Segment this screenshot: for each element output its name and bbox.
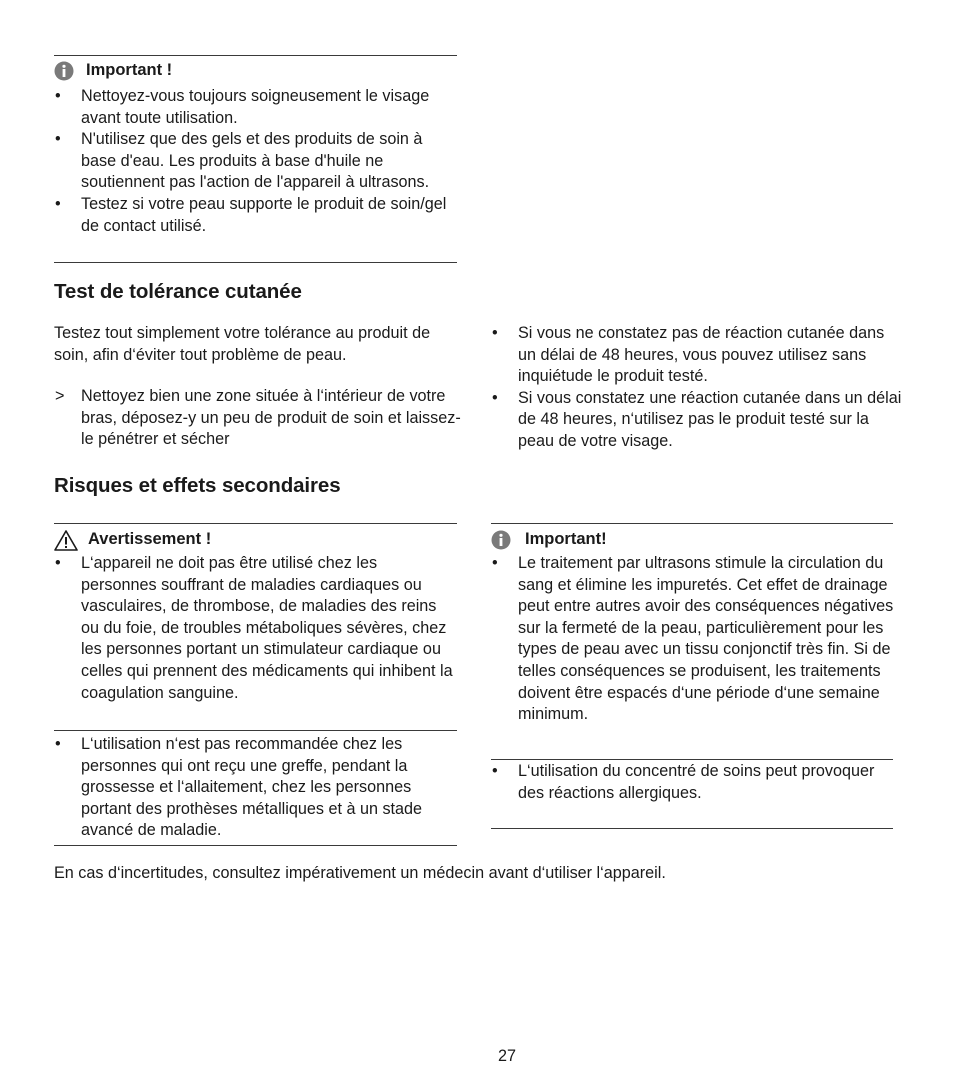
list-item: • N'utilisez que des gels et des produits de soin à base d'eau. Les produits à base d'huile ne soutiennent pas l'action de l'appareil à ultrasons. [54,129,449,194]
info-icon [491,530,511,550]
list-item: • Si vous constatez une réaction cutanée dans un délai de 48 heures, n‘utilisez pas le produit testé sur la peau de votre visage. [491,388,903,453]
warning-list-1 [54,553,454,704]
section-title-risks: Risques et effets secondaires [54,474,341,497]
important-heading-1-text: Important ! [86,61,173,80]
list-item: • L‘utilisation n‘est pas recommandée chez les personnes qui ont reçu une greffe, pendant la grossesse et l‘allaitement, chez les personnes portant des prothèses métalliques et à un stade avancé de maladie. [54,734,454,842]
list-item: • L‘appareil ne doit pas être utilisé chez les personnes souffrant de maladies cardiaques ou vasculaires, de thrombose, de maladies des reins ou du foie, de troubles métaboliques sévères, chez les personnes portant un stimulateur cardiaque ou celles qui prennent des médicaments qui inhibent la coagulation sanguine. [54,553,454,704]
important-heading-2-text: Important! [525,530,607,549]
warning-triangle-icon [54,530,78,550]
list-item: • Le traitement par ultrasons stimule la circulation du sang et élimine les impuretés. Cet effet de drainage peut entre autres avoir des conséquences négatives sur la fermeté de la peau, particulièrement pour les types de peau avec un tissu conjonctif très fin. Si de telles conséquences se produisent, les traitements doivent être espacés d‘une période d‘une semaine minimum. [491,553,896,726]
list-item: • Testez si votre peau supporte le produit de soin/gel de contact utilisé. [54,194,449,237]
test-results [491,323,903,453]
test-steps [54,386,464,451]
warning-box-top-rule [54,523,457,524]
important-list-1 [54,86,449,237]
important-list-2b [491,761,891,804]
warning-box [54,529,457,704]
step-item: > Nettoyez bien une zone située à l‘intérieur de votre bras, déposez-y un peu de produit de soin et laissez-le pénétrer et sécher [54,386,464,451]
footer-note: En cas d‘incertitudes, consultez impérativement un médecin avant d‘utiliser l‘appareil. [54,864,666,882]
warning-box-divider [54,730,457,731]
section-title-test: Test de tolérance cutanée [54,280,302,303]
list-item: • L‘utilisation du concentré de soins peut provoquer des réactions allergiques. [491,761,891,804]
important-box-2-bottom-rule [491,828,893,829]
important-box-1 [54,60,457,237]
important-box-2-top-rule [491,523,893,524]
warning-heading [54,529,457,551]
warning-heading-text: Avertissement ! [88,530,212,549]
important-heading-2 [491,529,893,551]
warning-list-2 [54,734,454,842]
test-intro: Testez tout simplement votre tolérance au produit de soin, afin d‘éviter tout problème de peau. [54,324,431,364]
important-box-top-rule [54,55,457,56]
list-item: • Nettoyez-vous toujours soigneusement le visage avant toute utilisation. [54,86,449,129]
list-item: • Si vous ne constatez pas de réaction cutanée dans un délai de 48 heures, vous pouvez utilisez sans inquiétude le produit testé. [491,323,903,388]
info-icon [54,61,74,81]
page-number: 27 [497,1047,516,1065]
important-box-bottom-rule [54,262,457,263]
important-box-2 [491,529,893,726]
important-box-2-divider [491,759,893,760]
important-list-2 [491,553,896,726]
important-heading-1 [54,60,457,82]
warning-box-bottom-rule [54,845,457,846]
